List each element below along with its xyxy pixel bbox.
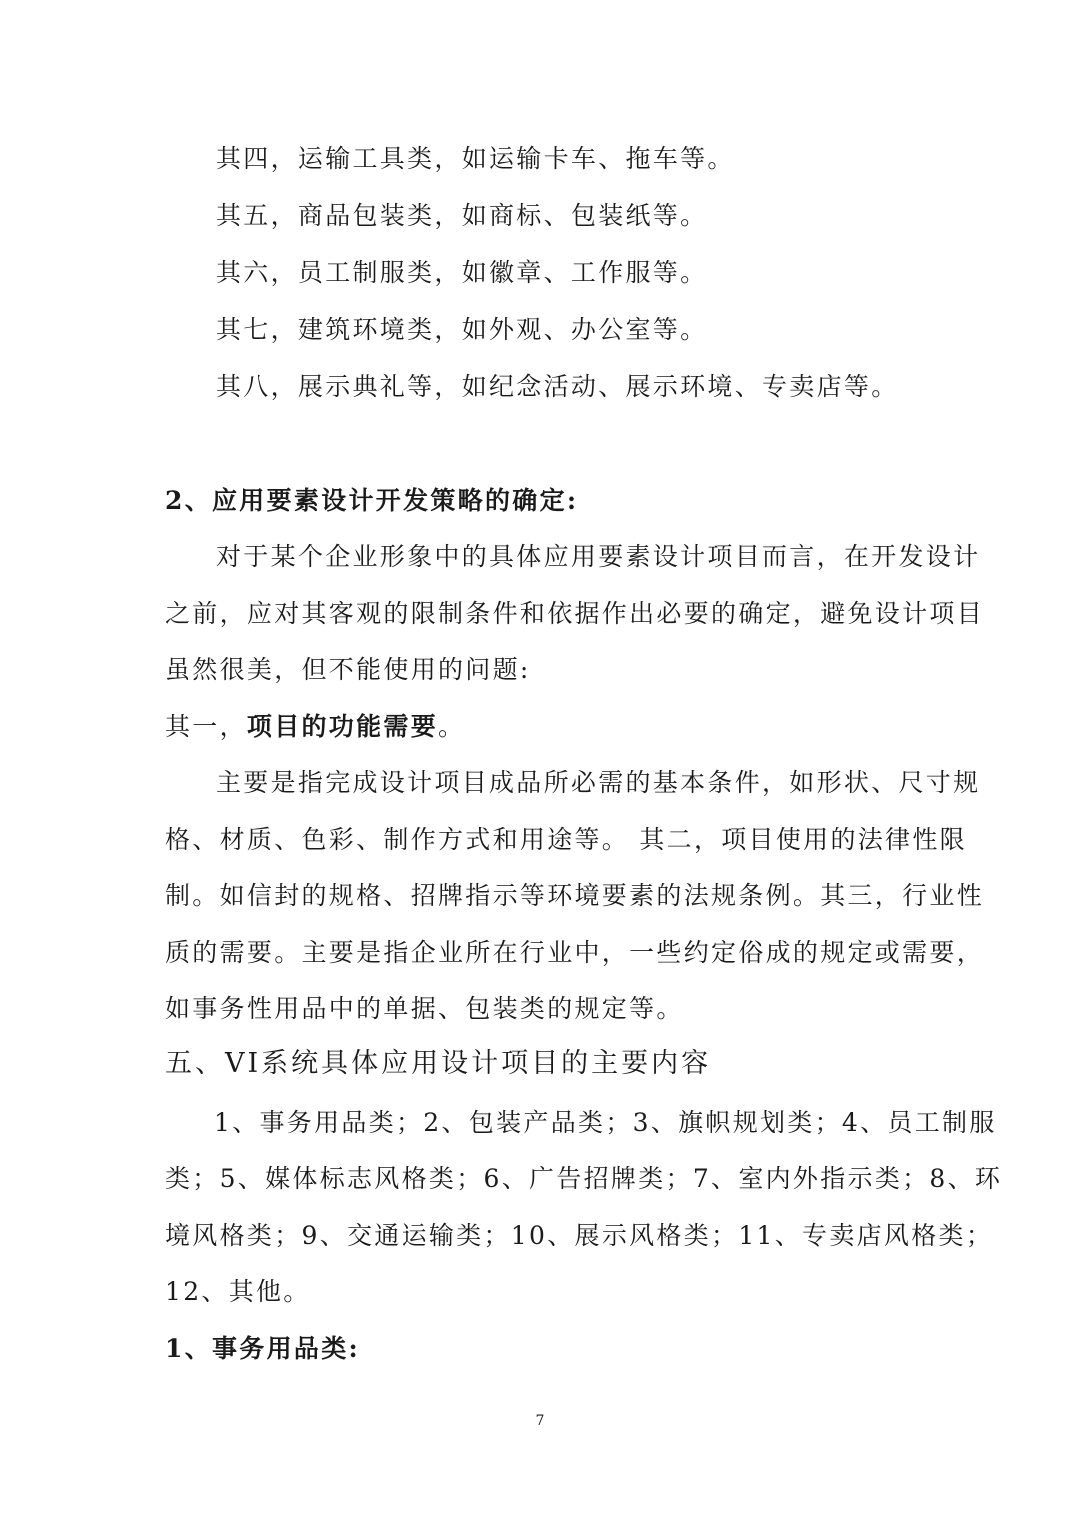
- section2-heading: 2、应用要素设计开发策略的确定:: [165, 486, 579, 515]
- list-item-4: 其四，运输工具类，如运输卡车、拖车等。: [216, 144, 735, 173]
- section2-para1-line2: 之前，应对其客观的限制条件和依据作出必要的确定，避免设计项目: [165, 599, 985, 628]
- list-item-5: 其五，商品包装类，如商标、包装纸等。: [216, 201, 708, 230]
- section2-para1-line1: 对于某个企业形象中的具体应用要素设计项目而言，在开发设计: [216, 542, 981, 571]
- item-one-title: 项目的功能需要: [246, 712, 439, 741]
- section2-para2-line5: 如事务性用品中的单据、包装类的规定等。: [165, 994, 684, 1023]
- section2-para2-line2: 格、材质、色彩、制作方式和用途等。 其二，项目使用的法律性限: [165, 825, 967, 854]
- section5-subheading: 1、事务用品类:: [165, 1334, 361, 1363]
- section5-para-line2: 类；5、媒体标志风格类；6、广告招牌类；7、室内外指示类；8、环: [165, 1164, 1003, 1193]
- section5-para-line1: 1、事务用品类；2、包装产品类；3、旗帜规划类；4、员工制服: [214, 1108, 997, 1137]
- item-one-line: [165, 711, 465, 743]
- section2-para2-line4: 质的需要。主要是指企业所在行业中，一些约定俗成的规定或需要，: [165, 938, 985, 967]
- section5-para-line3: 境风格类；9、交通运输类；10、展示风格类；11、专卖店风格类；: [165, 1221, 994, 1250]
- section5-heading: 五、VI系统具体应用设计项目的主要内容: [165, 1048, 712, 1079]
- list-item-8: 其八，展示典礼等，如纪念活动、展示环境、专卖店等。: [216, 372, 899, 401]
- section5-para-line4: 12、其他。: [165, 1277, 311, 1306]
- list-item-7: 其七，建筑环境类，如外观、办公室等。: [216, 315, 708, 344]
- list-item-6: 其六，员工制服类，如徽章、工作服等。: [216, 258, 708, 287]
- section2-para2-line1: 主要是指完成设计项目成品所必需的基本条件，如形状、尺寸规: [216, 768, 981, 797]
- item-one-suffix: 。: [438, 712, 466, 741]
- item-one-prefix: 其一，: [165, 712, 247, 741]
- section2-para1-line3: 虽然很美，但不能使用的问题:: [165, 655, 531, 684]
- section2-para2-line3: 制。如信封的规格、招牌指示等环境要素的法规条例。其三，行业性: [165, 881, 985, 910]
- page-number: 7: [535, 1413, 545, 1429]
